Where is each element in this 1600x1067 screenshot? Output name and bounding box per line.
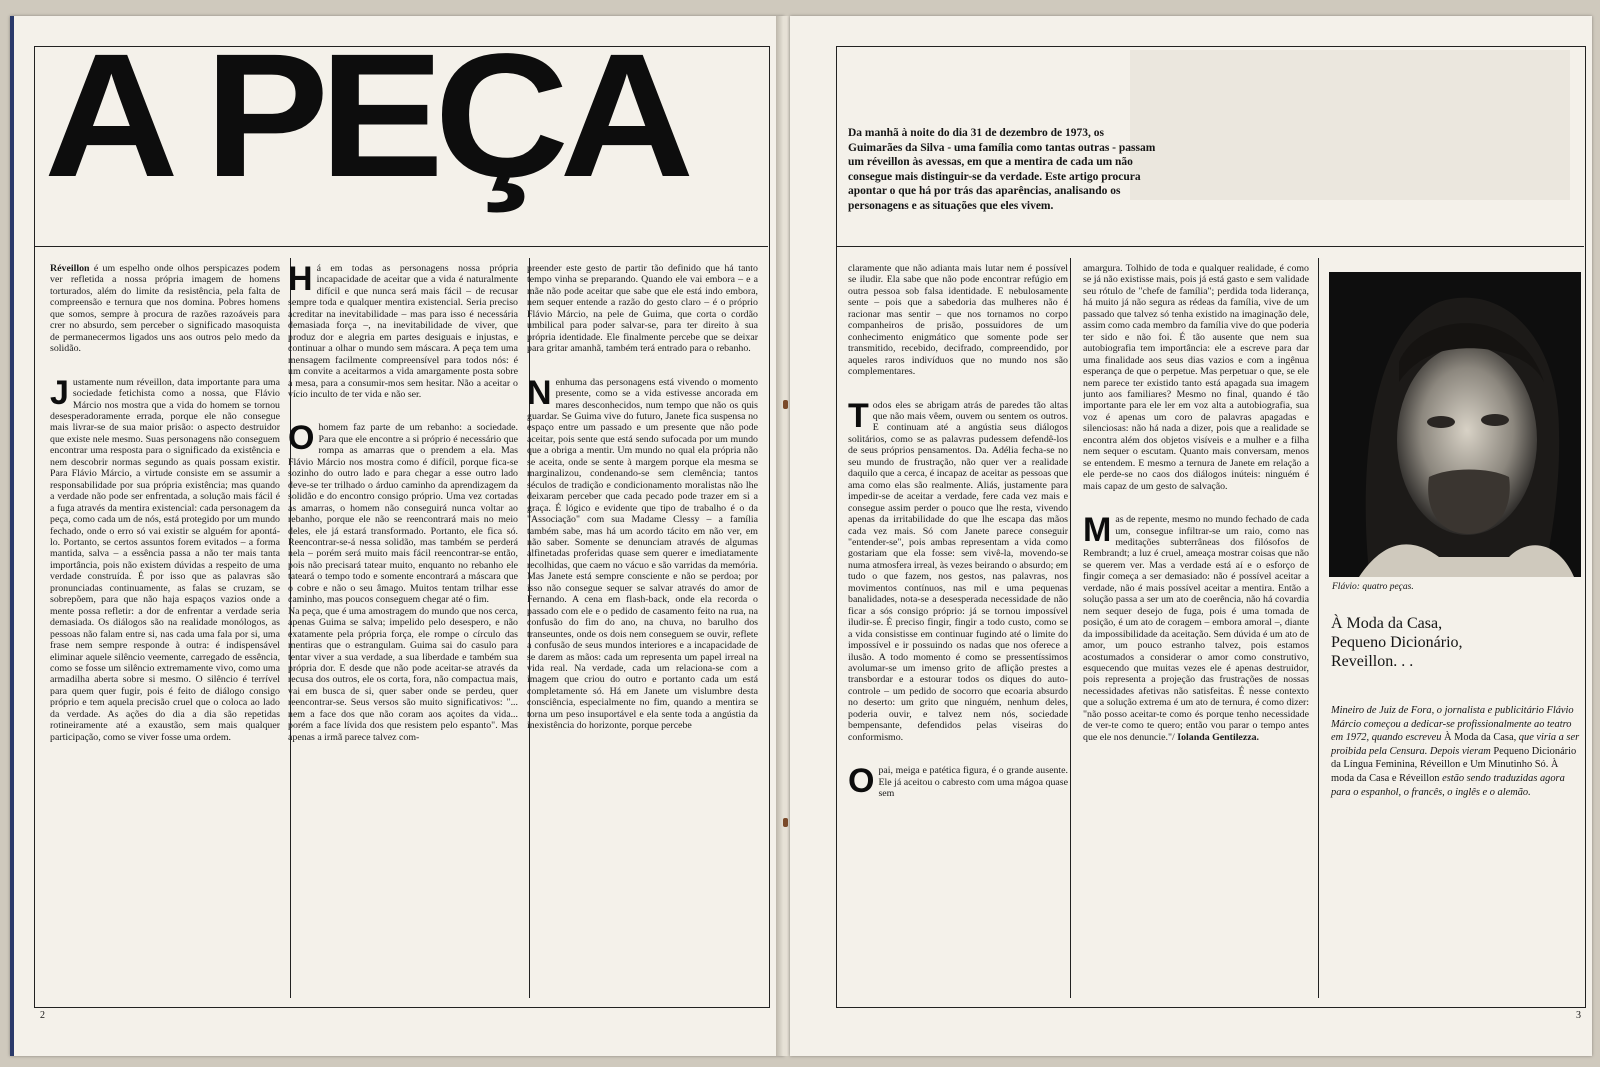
paragraph	[50, 373, 280, 744]
paragraph-text: homem faz parte de um rebanho: a sociedade. Para que ele encontre a si próprio é necessário que rompa as amarras que o prendem a ela. Mas Flávio Márcio nos mostra como é difícil, porque fica-se sozinho do outro lado e para chegar a esse outro lado deve-se ter trilhado o árduo caminho da aprendizagem da solidão e do encontro consigo próprio. Uma vez cortadas as amarras, o homem não conseguirá nunca voltar ao rebanho, porque ele não se reencontrará mais no meio deles, ele já estará transformado. Portanto, ele fica só. Reencontrar-se-á nessa solidão, mas também se perderá nela – porém será muito mais fácil reencontrar-se então, pois não precisará tatear muito, enquanto no rebanho ele tateará o tempo todo e somente encontrará a máscara que o cobre e não o seu âmago. Muitos tentam trilhar esse caminho, mas poucos conseguem chegar até o fim.	[288, 422, 518, 606]
paragraph	[527, 373, 758, 732]
paragraph	[288, 263, 518, 400]
page-number: 3	[1576, 1010, 1581, 1021]
sidebar-title: À Moda da Casa, Pequeno Dicionário, Reveillon. . .	[1331, 615, 1463, 670]
drop-cap: M	[1083, 511, 1112, 550]
paragraph	[288, 419, 518, 606]
paragraph	[1083, 511, 1309, 743]
article-lede: Da manhã à noite do dia 31 de dezembro de 1973, os Guimarães da Silva - uma família como tantas outras - passam um réveillon às avessas, em que a mentira de cada um não consegue mais distinguir-se da verdade. Este artigo procura apontar o que há por trás das aparências, analisando os personagens e as situações que eles vivem.	[848, 127, 1156, 212]
lede-divider	[837, 246, 1584, 247]
play-titles: Pequeno Dicionário da Língua Feminina, Réveillon e Um Minutinho Só. À moda da Casa e Réveillon	[1331, 745, 1577, 784]
paragraph	[50, 263, 280, 355]
sidebar-text: Mineiro de Juiz de Fora, o jornalista e publicitário Flávio Márcio começou a dedicar-se profissionalmente ao teatro em 1972, quando escreveu	[1331, 705, 1574, 744]
paragraph-text: Na peça, que é uma amostragem do mundo que nos cerca, apenas Guima se salva; impelido pelo desespero, e não exatamente pela própria força, ele rompe o círculo das mentiras que o estrangulam. Guima sai do casulo para tentar viver a sua verdade, a sua liberdade e também sua própria dor. E desde que não pode aceitar-se através da recusa dos outros, ele os corta, fora, não compactua mais, vai em busca de si, quer saber onde se perdeu, quer reencontrar-se. Seus versos são muito significativos: "... nem a face dos que não coram aos açoites da vida... porém a face lívida dos que resistem pelo espanto". Mas apenas a irmã parece talvez com-	[288, 605, 518, 743]
drop-cap: N	[527, 373, 552, 412]
author-portrait-photo	[1329, 272, 1581, 577]
title-divider	[35, 246, 768, 247]
paragraph	[288, 606, 518, 743]
sidebar-text: estão sendo traduzidas agora para o espanhol, o francês, o inglês e o alemão.	[1331, 772, 1565, 798]
drop-cap: H	[288, 263, 313, 298]
left-column-1	[50, 263, 280, 1003]
left-column-3	[527, 263, 758, 1003]
column-rule	[1070, 258, 1071, 998]
paragraph-text: amargura. Tolhido de toda e qualquer realidade, é como se já não existisse mais, pois já está gasto e sem validade seu rótulo de "chefe de família"; perdida toda liderança, há muito já não segura as rédeas da família, vive de um passado que talvez só tenha existido na imaginação dele, assim como cada membro da família vive do que poderia ter sido e não foi. É tão ausente que nem sua autobiografia tem importância: ele a escreve para dar uma finalidade aos seus dias vazios e com a ingênua esperança de que o perpetue. Mas perpetuar o que, se ele nem parece ter existido tanto está apagada sua imagem junto aos familiares? Mesmo no final, quando é tão importante para ele ler em voz alta a autobiografia, sua voz é apenas um coro de palavras apagadas e silenciosas: não há nada a dizer, pois que a realidade se encontra além dos objetos visíveis e a mulher e a filha nem sequer o escutam. Quanto mais conversam, menos se entendem. E mesmo a ternura de Janete em relação a ele perde-se no caos dos diálogos inúteis: ninguém é mais capaz de um gesto de salvação.	[1083, 263, 1309, 492]
paragraph	[848, 762, 1068, 801]
author-signature: Iolanda Gentilezza.	[1177, 731, 1259, 743]
paragraph-text: claramente que não adianta mais lutar nem é possível se iludir. Ela sabe que não pode encontrar refúgio em outra pessoa sob falsa identidade. E nebulosamente sente – pois que a sabedoria das mulheres não é racionar mas sentir – que nos tornamos no corpo companheiros de prisão, possuidores de um conhecimento enigmático que somente pode ser transmitido, recebido, decifrado, compreendido, por aqueles raros indivíduos que no mundo nos são complementares.	[848, 263, 1068, 378]
column-rule	[1318, 258, 1319, 998]
lead-word: Réveillon	[50, 263, 90, 274]
paragraph	[848, 263, 1068, 378]
left-column-2	[288, 263, 518, 1003]
right-column-1	[848, 263, 1068, 1003]
staple-hole	[783, 818, 788, 827]
paragraph	[527, 263, 758, 355]
paragraph-text: á em todas as personagens nossa própria incapacidade de aceitar que a vida é naturalmente difícil e que nunca será mais fácil – de recusar sempre toda e qualquer mentira existencial. Seria preciso acreditar na inevitabilidade – mas para isso é necessária demasiada força –, na inevitabilidade de viver, que produz dor e alegria em partes desiguais e injustas, e continuar a olhar o mundo sem máscara. A peça tem uma mensagem facilmente compreensível para todos nós: é um convite a aceitarmos a vida amargamente posta sobre a mesa, para a consumir-mos sem hesitar. Não a aceitar o vício inculto de ter vida e não ser.	[288, 263, 518, 400]
paragraph-text: preender este gesto de partir tão definido que há tanto tempo vinha se preparando. Quando ele vai embora – e a mãe não pode aceitar que sabe que ele está indo embora, nem sequer entende a razão do gesto claro – é o próprio Flávio Márcio, na pele de Guima, que corta o cordão umbilical para poder salvar-se, para ter direito à sua própria identidade. Ele finalmente percebe que se deixar para gritar amanhã, também terá entrado para o rebanho.	[527, 263, 758, 355]
drop-cap: J	[50, 373, 69, 412]
staple-hole	[783, 400, 788, 409]
paragraph	[1083, 263, 1309, 492]
paragraph-text: pai, meiga e patética figura, é o grande ausente. Ele já aceitou o cabresto com uma mágoa quase sem	[878, 765, 1068, 800]
paragraph-text: as de repente, mesmo no mundo fechado de cada um, consegue infiltrar-se um raio, como nas meditações subterrâneas dos filósofos de Rembrandt; a luz é cruel, ameaça mostrar coisas que não se querem ver. Mas a verdade está aí e o esforço de fingir começa a ser demasiado: não é possível aceitar a verdade, não é mais possível aceitar a mentira. Então a solução passa a ser um ato de coerência, não há covardia nem sequer desejo de fuga, pois é uma tomada de posição, é um ato de coragem – embora amoral –, diante da impossibilidade da aceitação. Sem dúvida é um ato de amor, um pouco estranho talvez, pois estamos acostumados a considerar o amor como construtivo, esquecendo que muitas vezes ele é apenas destruidor, pois representa a projeção das frustrações de nossas necessidades afetivas não satisfeitas. É nesse contexto que a solução extrema é um ato de ternura, é como dizer: "não posso aceitar-te como és porque tenho necessidade de ver-te como te quero; então vou parar o tempo antes que ele nos denuncie."/	[1083, 514, 1309, 743]
portrait-illustration	[1329, 272, 1581, 577]
sidebar-text: que viria a ser proibida pela Censura. Depois vieram	[1331, 732, 1580, 757]
photo-caption: Flávio: quatro peças.	[1332, 582, 1414, 592]
paragraph-text: é um espelho onde olhos perspicazes podem ver refletida a nossa própria imagem de homens torturados, além do limite da resistência, pela falta de compreensão e ternura que nos domina. Pobres homens que somos, sempre à procura de razões razoáveis para crer no absurdo, sem perceber o significado masoquista de permanecermos ligados uns aos outros pelo medo da solidão.	[50, 263, 280, 355]
paragraph-text: ustamente num réveillon, data importante para uma sociedade fetichista como a nossa, que Flávio Márcio nos mostra que a vida do homem se tornou desesperadoramente errada, porque ele não consegue mais livrar-se de sua maior prisão: o aspecto destruidor que existe nele mesmo. Suas personagens não conseguem encontrar uma resposta para o significado da existência e nem descobrir normas segundo as quais possam existir. Para Flávio Márcio, a virtude consiste em se assumir a responsabilidade por sua própria existência; mas quando a verdade não pode ser enfrentada, a solução mais fácil é a fuga através da mentira existencial: cada personagem da peça, como cada um de nós, está protegido por um mundo fechado, onde o erro só vai existir se alguém for apontá-lo. Portanto, se certos assuntos forem evitados – a forma mantida, salva – a essência passa a não ter mais tanta importância, pois não existem dúvidas a respeito de uma verdade construída. É por isso que as palavras são pronunciadas continuamente, as falas se cruzam, se sobrepõem, para que não haja espaços vazios onde a mente possa refletir: a dor de enfrentar a verdade seria demasiada. Os diálogos são na realidade monólogos, as pessoas não falam entre si, nas cada uma fala por si, uma frase nem sempre responde à outra: é indispensável eliminar aquele silêncio veemente, carregado de essência, como se fosse um silêncio extremamente vivo, como uma armadilha aberta sobre si mesmo. O silêncio é terrível para quem quer fugir, pois é feito de diálogo consigo próprio e tem aquela precisão cruel que o coloca ao lado da verdade. As ações do dia a dia são repetidas rotineiramente até a exaustão, sem mais qualquer participação, como se viver fosse uma ordem.	[50, 376, 280, 743]
drop-cap: O	[848, 762, 875, 801]
paragraph-text: odos eles se abrigam atrás de paredes tão altas que não mais vêem, ouvem ou sentem os outros. E continuam até a angústia seus diálogos solitários, como se as palavras pudessem defendê-los de seus próprios pensamentos. Da. Adélia fecha-se no seu mundo de frustração, não quer ver a realidade daquilo que a cerca, é incapaz de aceitar as pessoas que ama como elas são realmente. Aliás, justamente para impedir-se de aceitar a verdade, fere cada vez mais e consegue assim perder o pouco que lhe resta, vivendo apenas da irritabilidade do que lhe escapa das mãos cada vez mais. Só com Janete parece conseguir "entender-se", pois ambas representam a vida como gostariam que ela fosse: sem vivê-la, movendo-se numa atmosfera irreal, às vezes beirando o absurdo; em tudo o que fazem, nos gestos, nas palavras, nos movimentos contínuos, nas mil e uma pequenas banalidades, nota-se a desesperada necessidade de não ficar a sós consigo próprio: já se tornou impossível iludir-se. É preciso fingir, fingir a todo custo, como se a vida consistisse em continuar fugindo até o limite do impossível e ir possuindo os nadas que nos oferece a ilusão. A todo momento é como se pressentíssimos avolumar-se um imenso grito de aflição prestes a transbordar e a estourar todos os diques do auto-controle – um pedido de socorro que ecoaria absurdo no deserto: um grito que ninguém, nenhum deles, poderia ouvir, e talvez nem nós, sociedade bempensante, defendidos pelas viseiras do conformismo.	[848, 399, 1068, 743]
sidebar-body	[1331, 704, 1581, 799]
drop-cap: O	[288, 419, 315, 458]
play-title: À Moda da Casa,	[1444, 732, 1517, 744]
article-title: A PEÇA	[44, 18, 685, 214]
page-number: 2	[40, 1010, 45, 1021]
right-column-2	[1083, 263, 1309, 1003]
paragraph-text: enhuma das personagens está vivendo o momento presente, como se a vida estivesse ancorada em mares desconhecidos, num tempo que não os quis guardar. Se Guima vive do futuro, Janete fica suspensa no espaço entre um passado e um presente que não pode aceitar, pois sente que está sendo sufocada por um mundo que a obriga a mentir. Um mundo no qual ela própria não se aceita, onde se sente à margem porque ela mesma se marginalizou, condenando-se sem clemência; tantos séculos de tradição e condicionamento moralistas não lhe deixaram perceber que cada pecado pode trazer em si a graça. É lógico e evidente que tipo de trabalho é o da "Associação" com sua Madame Clessy – a família também sabe, mas há um acordo tácito em não ver, em não saber. Somente se denunciam através de algumas alfinetadas proferidas quase sem querer e imediatamente recolhidas, que caem no vácuo e são varridas da memória. Mas Janete está sempre consciente e não se perdoa; por isso não consegue sequer se salvar através do amor de Fernando. A cena em flash-back, onde ela recorda o passado com ele e o pedido de casamento feito na rua, na confusão do fim do ano, na chuva, no barulho dos transeuntes, onde os dois nem conseguem se ouvir, reflete a confusão de seus mundos interiores e a incapacidade de se darem as mãos: cada um representa um papel irreal na vida real. Na verdade, cada um relaciona-se com a imagem que criou do outro e portanto cada um está completamente só. Há em Janete um vislumbre desta consciência, especialmente no fim, quando a mentira se torna um peso insuportável e ela sente toda a angústia da inexistência do horizonte, porque percebe	[527, 376, 758, 732]
paragraph	[848, 396, 1068, 744]
drop-cap: T	[848, 396, 869, 435]
